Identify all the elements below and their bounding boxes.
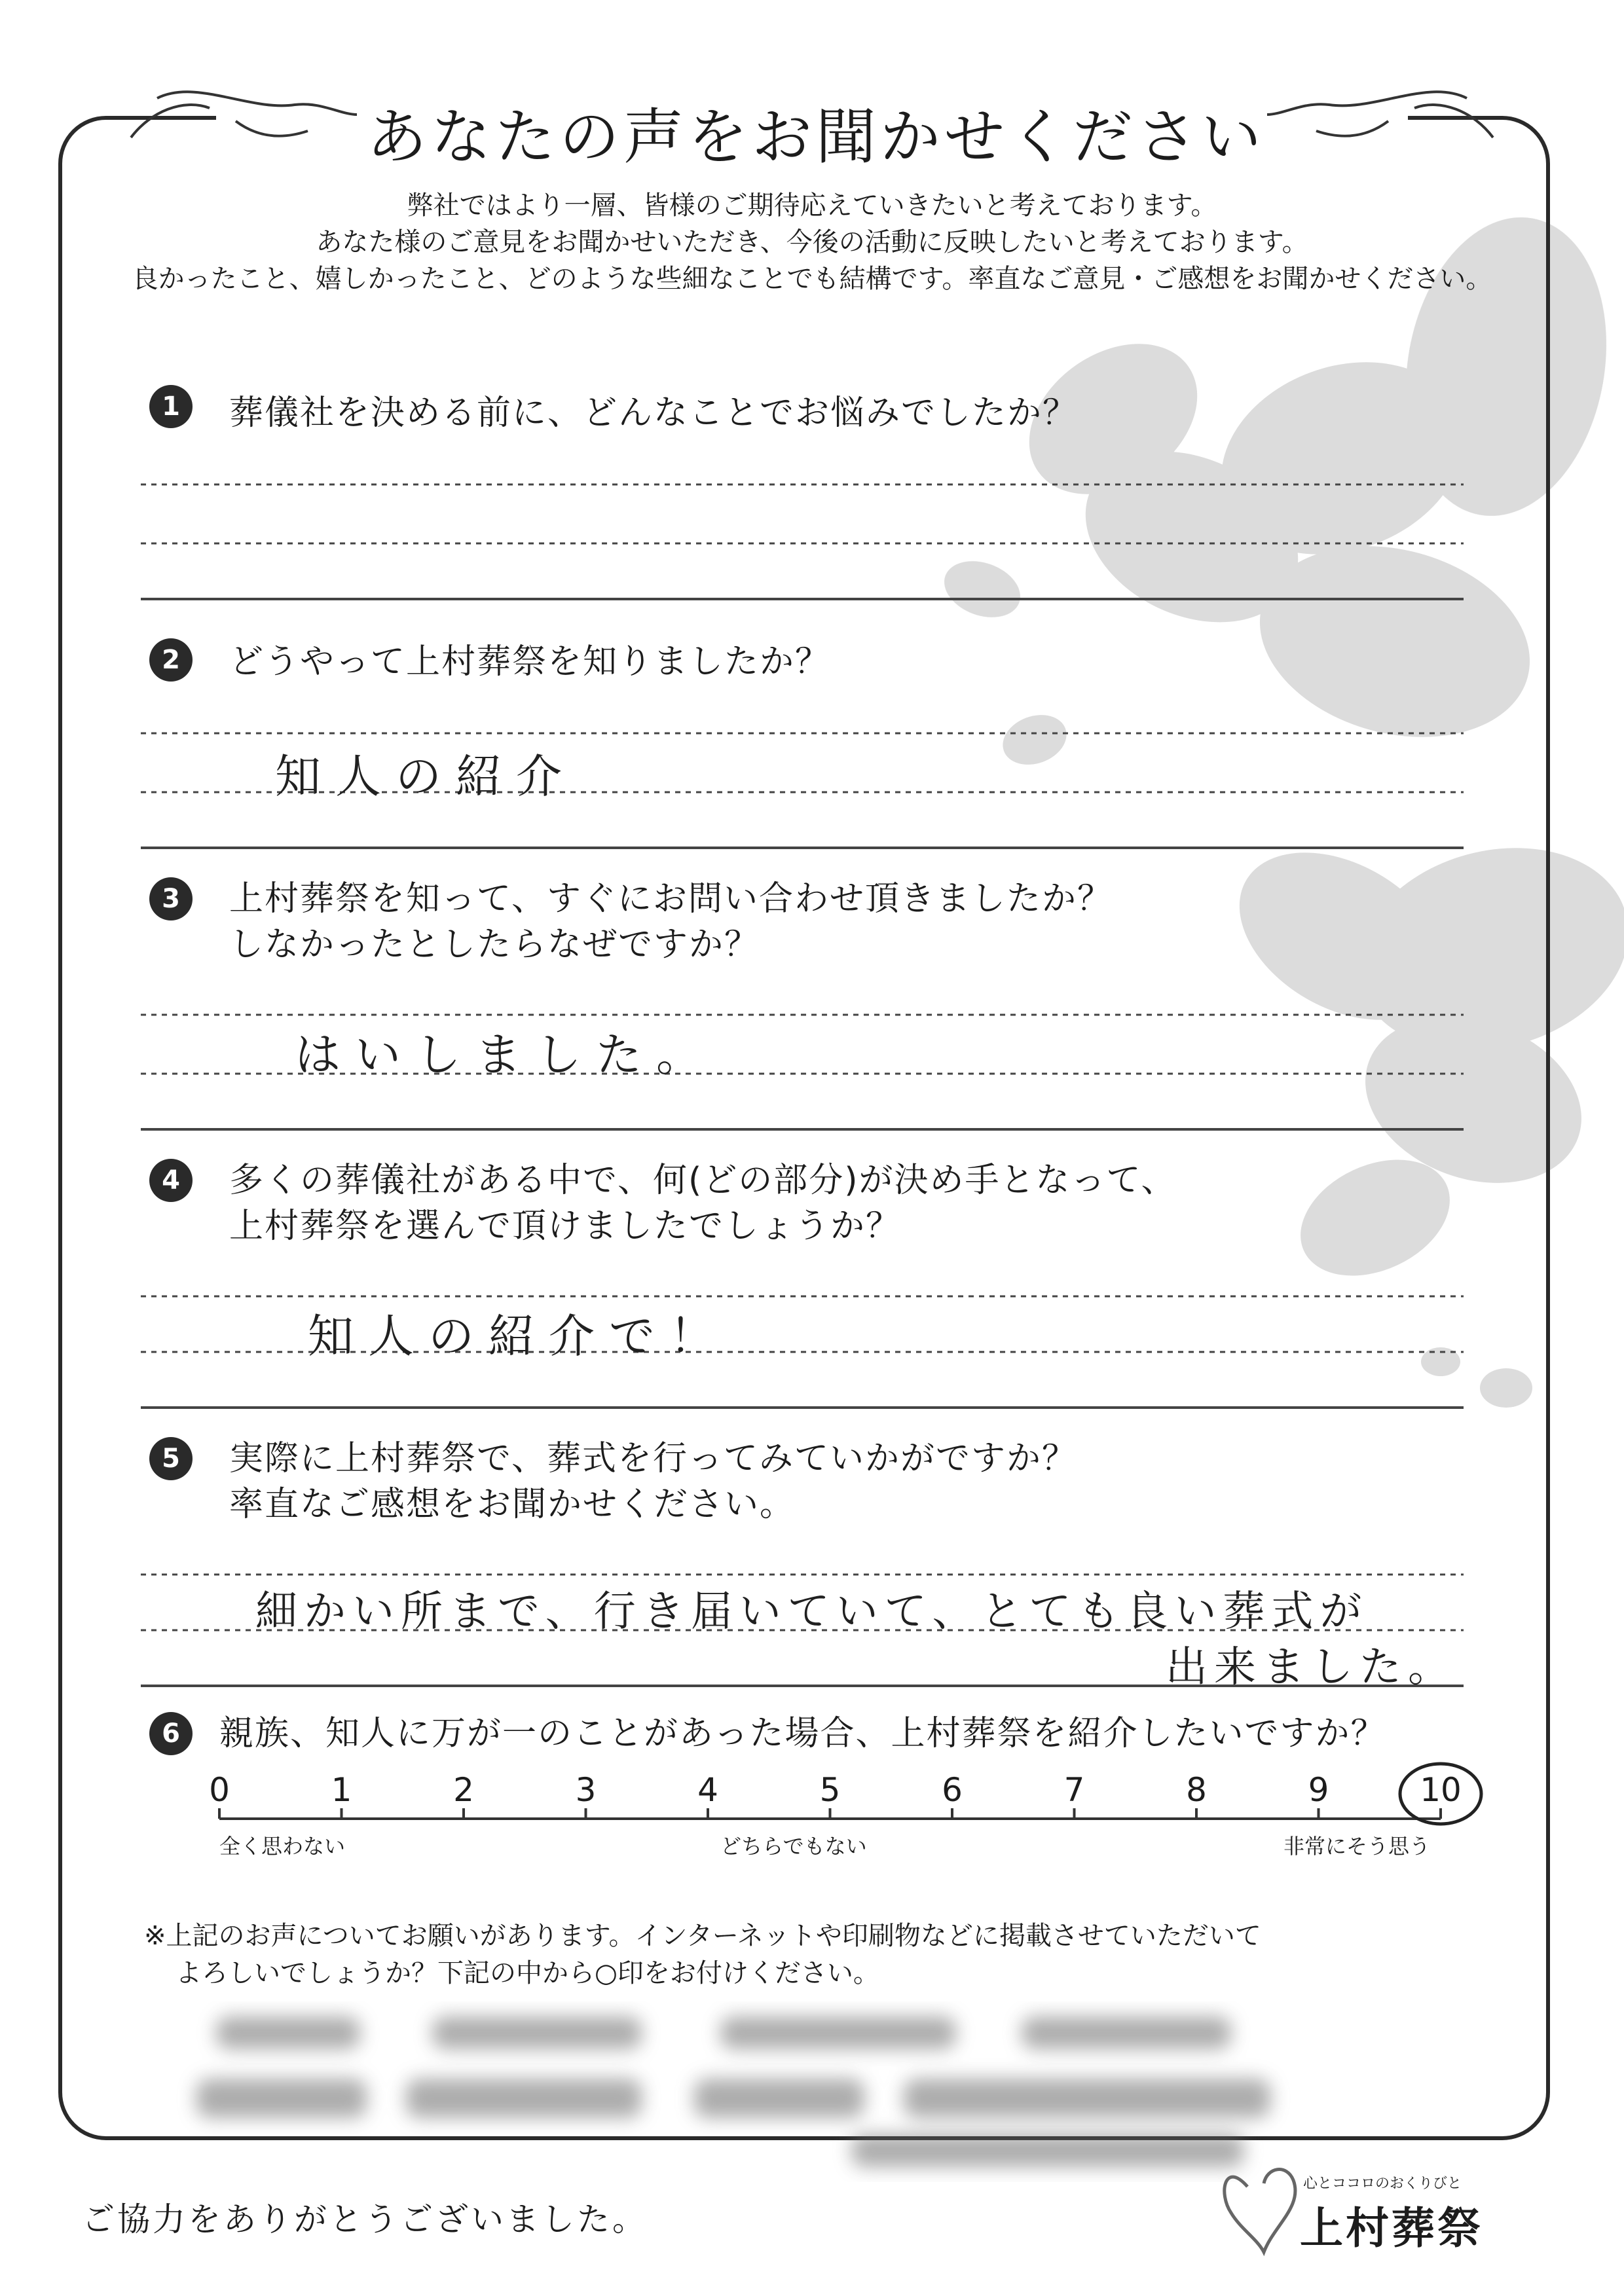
brand-tagline: 心とココロのおくりびと [1303,2176,1462,2192]
scale-tick-label: 7 [1063,1771,1085,1809]
question-number-5: 5 [149,1437,193,1480]
answer-2-handwriting: 知人の紹介 [275,750,576,803]
question-2-text: どうやって上村葬祭を知りましたか？ [229,642,831,682]
answer-5-handwriting-line-1: 細かい所まで、行き届いていて、とても良い葬式が [255,1588,1369,1636]
question-number-2: 2 [149,638,193,682]
intro-line-1: 弊社ではより一層、皆様のご期待応えていきたいと考えております。 [407,191,1217,221]
scale-label-high: 非常にそう思う [1283,1834,1431,1859]
question-4-text-line-2: 上村葬祭を選んで頂けましたでしょうか？ [229,1207,902,1246]
scale-tick-label: 3 [575,1771,597,1809]
question-1-text: 葬儀社を決める前に、どんなことでお悩みでしたか？ [229,393,1079,433]
question-number-6: 6 [149,1712,193,1755]
question-5-text-line-2: 率直なご感想をお聞かせください。 [229,1485,796,1524]
question-6-text: 親族、知人に万が一のことがあった場合、上村葬祭を紹介したいですか？ [219,1714,1386,1753]
question-number-3: 3 [149,877,193,920]
scale-label-low: 全く思わない [219,1834,346,1859]
notice-line-1: ※上記のお声についてお願いがあります。インターネットや印刷物などに掲載させていただいて [144,1921,1261,1951]
question-4-text-line-1: 多くの葬儀社がある中で、何(どの部分)が決め手となって、 [229,1161,1177,1200]
heart-logo-icon [1225,2170,1295,2252]
notice-line-2: よろしいでしょうか？下記の中から○印をお付けください。 [175,1958,879,1988]
question-number-4: 4 [149,1159,193,1202]
answer-4-handwriting: 知人の紹介で！ [308,1309,729,1363]
page-title: あなたの声をお聞かせください [367,102,1266,172]
question-3-text-line-1: 上村葬祭を知って、すぐにお問い合わせ頂きましたか？ [229,879,1113,919]
scale-tick-label: 5 [819,1771,841,1809]
flower-decoration [936,201,1624,1408]
scale-tick-label: 6 [942,1771,963,1809]
question-number-1: 1 [149,385,193,428]
intro-line-2: あなた様のご意見をお聞かせいただき、今後の活動に反映したいと考えております。 [316,227,1308,257]
thanks-message: ご協力をありがとうございました。 [82,2200,648,2238]
question-3-text-line-2: しなかったとしたらなぜですか？ [229,925,760,964]
scale-tick-label: 1 [331,1771,352,1809]
answer-5-handwriting-line-2: 出来ました。 [1166,1643,1456,1692]
scale-tick-label: 9 [1308,1771,1329,1809]
brand-name: 上村葬祭 [1300,2203,1483,2253]
scale-tick-label: 2 [453,1771,474,1809]
intro-line-3: 良かったこと、嬉しかったこと、どのような些細なことでも結構です。率直なご意見・ご感想をお聞かせください。 [132,264,1492,294]
scale-label-mid: どちらでもない [720,1834,867,1859]
scale-tick-label: 4 [697,1771,718,1809]
question-5-text-line-1: 実際に上村葬祭で、葬式を行ってみていかがですか？ [229,1439,1077,1478]
scale-tick-label: 10 [1420,1771,1462,1809]
redacted-consent-area [196,2016,1270,2167]
scale-tick-label: 8 [1186,1771,1207,1809]
answer-3-handwriting: はいしました。 [295,1028,716,1082]
scale-tick-label: 0 [209,1771,230,1809]
